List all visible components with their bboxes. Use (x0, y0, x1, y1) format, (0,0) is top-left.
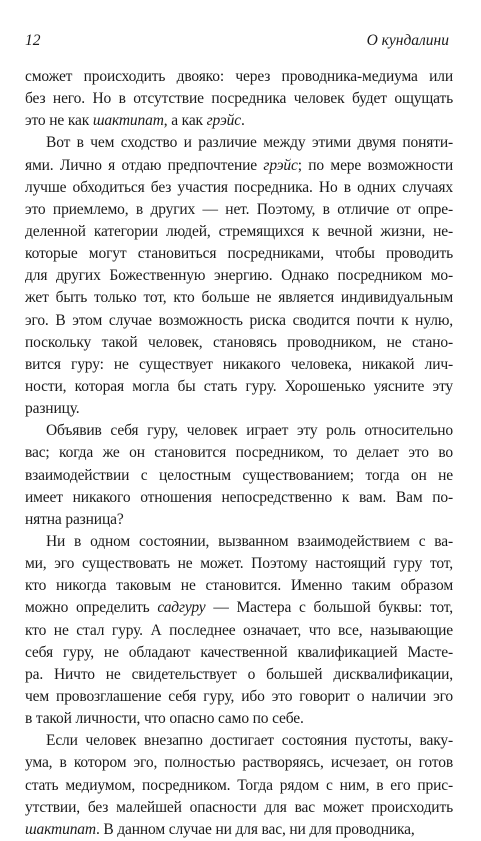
text-run: деленной категории людей, стремящихся к вечной жизни, не- (25, 222, 453, 240)
text-run: можно определить (25, 599, 158, 617)
paragraph (25, 66, 453, 132)
text-run: взаимодействии с целостным существованием; тогда он не (25, 466, 453, 484)
text-run: . (240, 112, 245, 130)
text-run: — Мастера с большой буквы: тот, (205, 599, 453, 617)
text-run: , а как (163, 112, 207, 130)
text-line (25, 155, 453, 177)
text-line (25, 376, 453, 398)
text-run: кто никогда таковым не становится. Именно таким образом (25, 577, 453, 595)
text-line (25, 642, 453, 664)
text-run: сможет происходить двояко: через проводника-медиума или (25, 68, 453, 85)
text-line (25, 354, 453, 376)
text-line (25, 310, 453, 332)
text-run: ума, в котором эго, полностью растворяясь, исчезает, он готов (25, 754, 453, 772)
text-line (25, 420, 453, 442)
text-run: эго. В этом случае возможность риска сводится почти к нулю, (25, 311, 453, 329)
text-line (25, 332, 453, 354)
text-line (25, 199, 453, 221)
text-run: себя гуру, не обладают качественной квалификацией Масте- (25, 643, 453, 661)
text-line (25, 686, 453, 708)
text-run: ности, которая могла бы стать гуру. Хорошенько уясните эту (25, 377, 453, 395)
text-run: разницу. (25, 400, 80, 418)
italic-term: шактипат (25, 820, 96, 838)
text-line (25, 531, 453, 553)
text-line (25, 88, 453, 110)
italic-term: садгуру (157, 599, 206, 617)
text-line (25, 265, 453, 287)
text-run: Вот в чем сходство и различие между этими двумя поняти- (46, 134, 453, 152)
text-line (25, 398, 453, 420)
text-run: поскольку такой человек, становясь проводником, не стано- (25, 333, 453, 351)
body-text (25, 66, 453, 841)
text-line (25, 221, 453, 243)
text-line (25, 177, 453, 199)
text-run: Если человек внезапно достигает состояния пустоты, ваку- (46, 732, 453, 750)
italic-term: грэйс (263, 156, 298, 174)
text-line (25, 243, 453, 265)
text-run: утствии, без малейшей опасности для вас может происходить (25, 798, 453, 816)
text-run: это приемлемо, в других — нет. Поэтому, в отличие от опре- (25, 200, 453, 218)
text-line (25, 708, 453, 730)
text-line (25, 132, 453, 154)
text-run: которые могут становиться посредниками, чтобы проводить (25, 245, 453, 263)
text-line (25, 597, 453, 619)
text-run: в такой личности, что опасно само по себе. (25, 710, 304, 728)
text-run: имеет никакого отношения непосредственно к вам. Вам по- (25, 488, 453, 506)
text-run: ; по мере возможности (297, 156, 453, 174)
text-line (25, 465, 453, 487)
text-run: нятна разница? (25, 510, 124, 528)
text-line (25, 66, 453, 88)
text-line (25, 730, 453, 752)
text-line (25, 287, 453, 309)
text-run: без него. Но в отсутствие посредника человек будет ощущать (25, 90, 453, 108)
text-line (25, 575, 453, 597)
paragraph (25, 420, 453, 531)
text-run: для других Божественную энергию. Однако посредником мо- (25, 267, 453, 285)
text-line (25, 775, 453, 797)
chapter-title: О кундалини (366, 32, 449, 49)
text-run: лучше обходиться без участия посредника. Но в одних случаях (25, 178, 453, 196)
running-head (25, 31, 449, 51)
text-run: стать медиумом, посредником. Тогда рядом с ним, в его прис- (25, 776, 453, 794)
text-run: чем провозглашение себя гуру, ибо это говорит о наличии эго (25, 687, 453, 705)
italic-term: шактипат (92, 112, 164, 130)
page-number: 12 (25, 32, 41, 49)
text-run: ями. Лично я отдаю предпочтение (25, 156, 264, 174)
text-run: кто не стал гуру. А последнее означает, что все, называющие (25, 621, 453, 639)
text-line (25, 819, 453, 841)
text-run: жет быть только тот, кто больше не является индивидуальным (25, 289, 453, 307)
text-line (25, 797, 453, 819)
paragraph (25, 730, 453, 841)
text-line (25, 620, 453, 642)
text-run: ми, эго существовать не может. Поэтому настоящий гуру тот, (25, 555, 453, 573)
text-line (25, 752, 453, 774)
text-run: ра. Ничто не свидетельствует о большей дисквалификации, (25, 665, 453, 683)
text-run: вится гуру: не существует никакого человека, никакой лич- (25, 355, 453, 373)
text-line (25, 664, 453, 686)
text-line (25, 487, 453, 509)
text-run: вас; когда же он становится посредником, то делает это во (25, 444, 453, 462)
text-line (25, 442, 453, 464)
italic-term: грэйс (206, 112, 241, 130)
text-line (25, 110, 453, 132)
text-run: . В данном случае ни для вас, ни для проводника, (95, 820, 415, 838)
text-run: Объявив себя гуру, человек играет эту роль относительно (46, 422, 453, 440)
paragraph (25, 132, 453, 420)
text-line (25, 553, 453, 575)
paragraph (25, 531, 453, 730)
text-run: Ни в одном состоянии, вызванном взаимодействием с ва- (46, 532, 453, 550)
text-line (25, 509, 453, 531)
text-run: это не как (25, 112, 93, 130)
